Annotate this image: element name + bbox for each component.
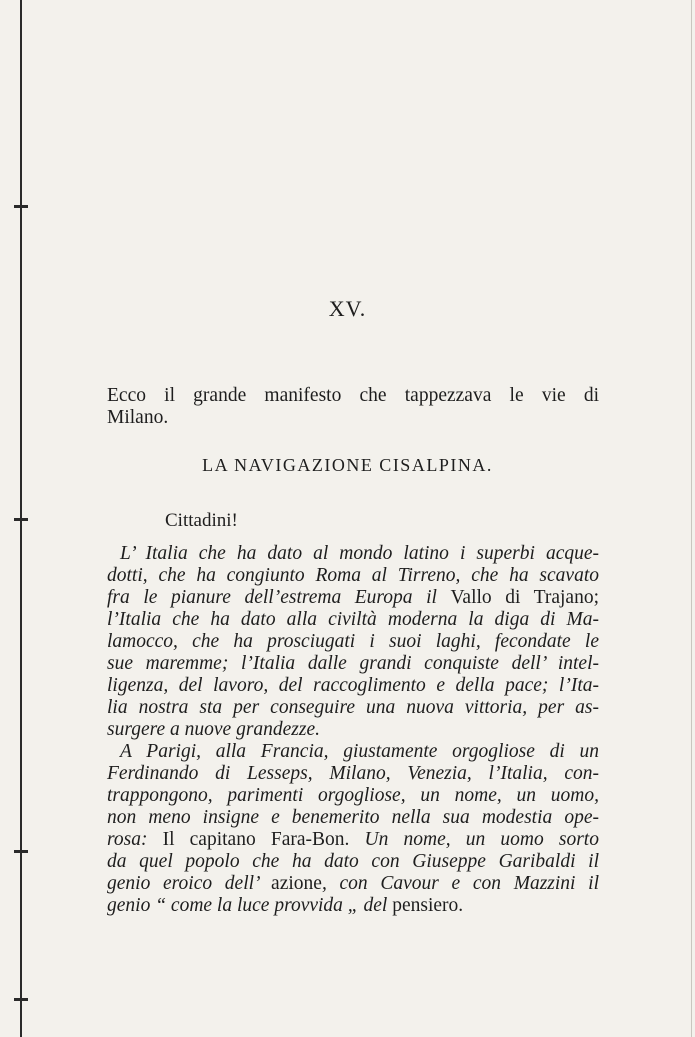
text-line: L’ Italia che ha dato al mondo latino i superbi acque- [120, 543, 599, 564]
text-line: ligenza, del lavoro, del raccoglimento e della pace; l’Ita- [107, 675, 599, 696]
intro-paragraph [107, 385, 599, 429]
salutation: Cittadini! [165, 510, 238, 531]
chapter-number: XV. [328, 296, 367, 321]
text-line: lamocco, che ha prosciugati i suoi laghi, fecondate le [107, 631, 599, 652]
text-segment: fra le pianure dell’estrema Europa il [107, 587, 451, 608]
text-segment: pensiero. [392, 895, 464, 916]
text-segment: Vallo di Trajano; [450, 587, 599, 608]
text-segment: genio eroico dell’ [107, 873, 272, 894]
text-line [107, 895, 599, 917]
text-line [107, 829, 599, 851]
manifesto-body [107, 543, 599, 917]
text-segment: azione [271, 873, 322, 894]
text-line: trappongono, parimenti orgogliose, un nome, un uomo, [107, 785, 599, 806]
text-line: non meno insigne e benemerito nella sua modestia ope- [107, 807, 599, 828]
binding-mark [14, 205, 28, 208]
text-line [107, 587, 599, 609]
text-segment: rosa: [107, 829, 163, 850]
text-line: Ferdinando di Lesseps, Milano, Venezia, l’Italia, con- [107, 763, 599, 784]
binding-mark [14, 518, 28, 521]
text-line: surgere a nuove grandezze. [107, 719, 321, 740]
text-line: lia nostra sta per conseguire una nuova vittoria, per as- [107, 697, 599, 718]
text-line: dotti, che ha congiunto Roma al Tirreno, che ha scavato [107, 565, 599, 586]
text-line: sue maremme; l’Italia dalle grandi conquiste dell’ intel- [107, 653, 599, 674]
manifesto-heading: LA NAVIGAZIONE CISALPINA. [202, 455, 493, 475]
text-segment: Un nome, un uomo sorto [349, 829, 599, 850]
binding-mark [14, 998, 28, 1001]
text-line: Ecco il grande manifesto che tappezzava le vie di [107, 385, 599, 406]
text-line: A Parigi, alla Francia, giustamente orgogliose di un [120, 741, 599, 762]
text-line: l’Italia che ha dato alla civiltà moderna la diga di Ma- [107, 609, 599, 630]
binding-mark [14, 850, 28, 853]
text-line [107, 873, 599, 895]
text-segment: , con Cavour e con Mazzini il [321, 873, 599, 894]
text-line: da quel popolo che ha dato con Giuseppe Garibaldi il [107, 851, 599, 872]
text-segment: genio “ come la luce provvida „ del [107, 895, 393, 916]
text-segment: Il capitano Fara-Bon. [162, 829, 350, 850]
text-line: Milano. [107, 407, 169, 428]
page-edge [691, 0, 692, 1037]
